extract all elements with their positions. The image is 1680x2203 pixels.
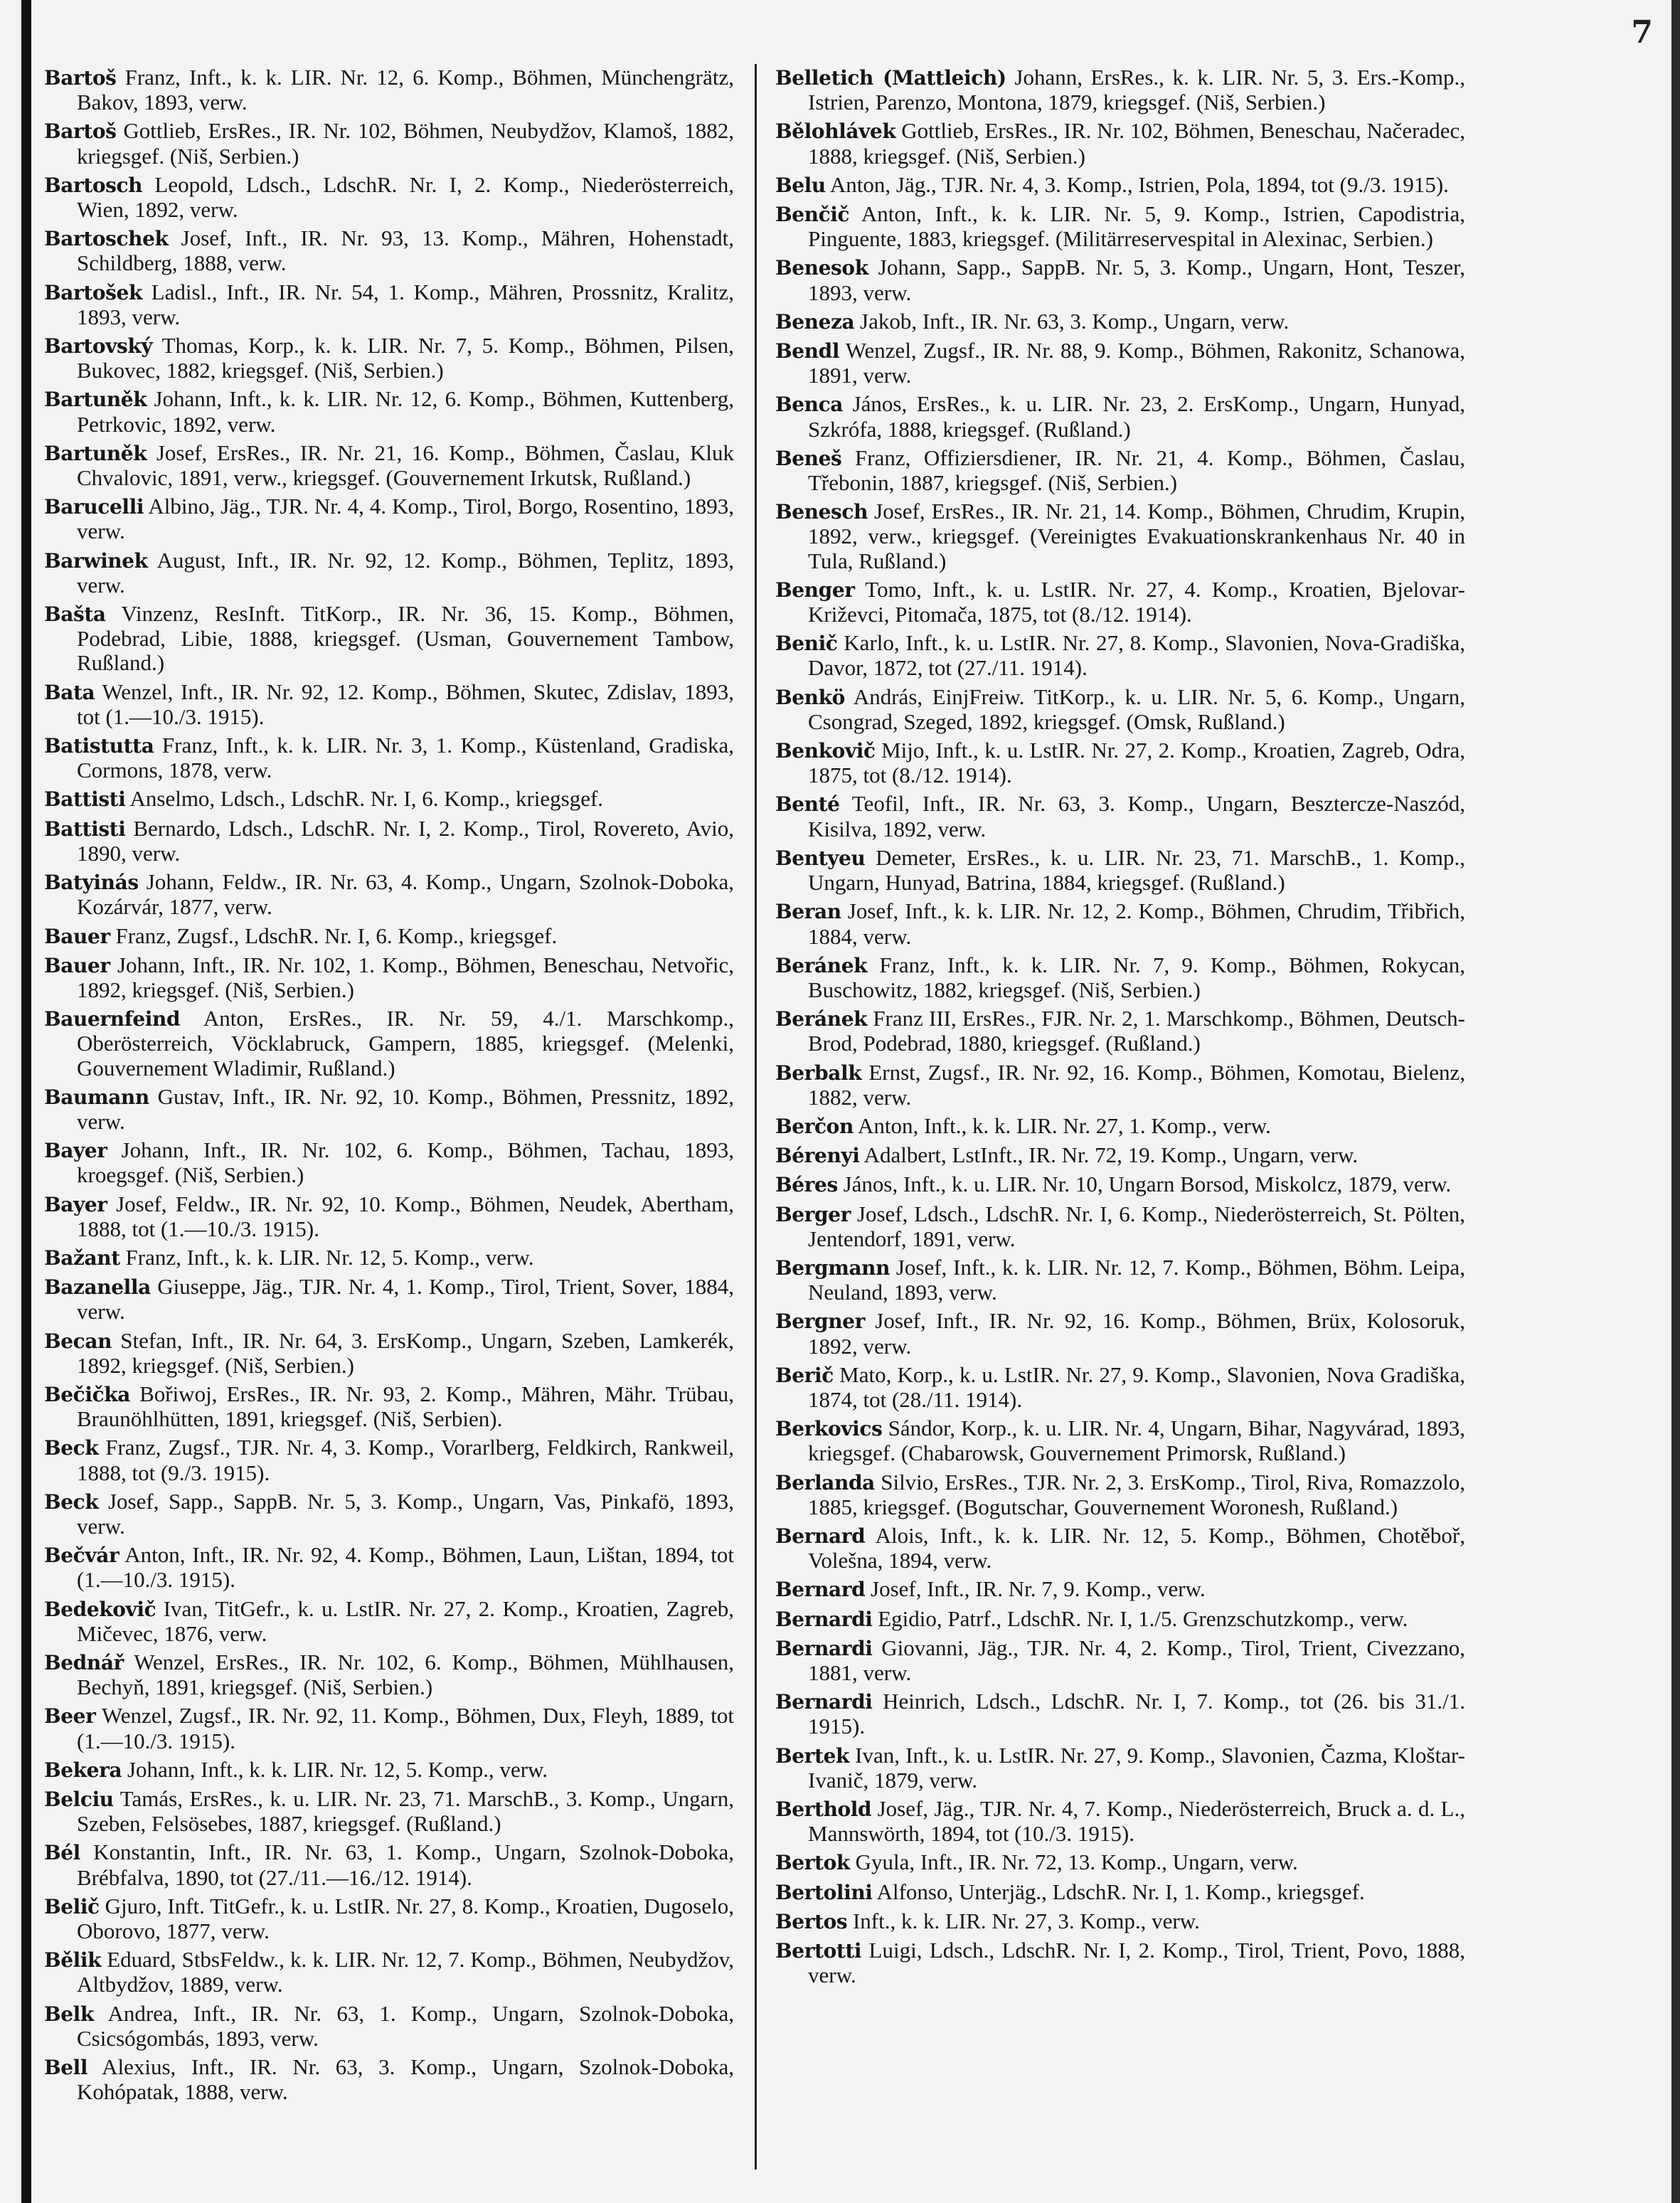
entry-details: Josef, Jäg., TJR. Nr. 4, 7. Komp., Niederösterreich, Bruck a. d. L., Mannswörth, 1894, tot (10./3. 1915). <box>808 1796 1465 1847</box>
entry-surname: Belciu <box>44 1788 114 1811</box>
entry-surname: Becan <box>44 1329 112 1353</box>
entry-details: Franz, Inft., k. k. LIR. Nr. 12, 5. Komp., verw. <box>125 1244 534 1270</box>
list-entry <box>44 1948 734 1997</box>
list-entry <box>44 1192 734 1241</box>
page-number: 7 <box>1631 14 1653 51</box>
list-entry <box>44 173 734 222</box>
list-entry <box>775 339 1465 388</box>
entry-details: Franz, Offiziersdiener, IR. Nr. 21, 4. Komp., Böhmen, Časlau, Třebonin, 1887, kriegsgef. (Niš, Serbien.) <box>808 445 1466 496</box>
scan-left-edge <box>21 0 31 2203</box>
entry-details: Wenzel, Inft., IR. Nr. 92, 12. Komp., Böhmen, Skutec, Zdislav, 1893, tot (1.—10./3. 1915). <box>77 679 734 729</box>
entry-surname: Beck <box>44 1436 99 1460</box>
entry-surname: Bertolini <box>775 1880 873 1904</box>
list-entry <box>44 226 734 275</box>
entry-details: Josef, Inft., IR. Nr. 92, 16. Komp., Böhmen, Brüx, Kolosoruk, 1892, verw. <box>808 1308 1466 1359</box>
entry-surname: Beránek <box>775 953 868 977</box>
entry-surname: Bedekovič <box>44 1597 156 1621</box>
entry-surname: Bauer <box>44 924 110 948</box>
entry-surname: Bartosch <box>44 173 143 197</box>
entry-surname: Berkovics <box>775 1417 883 1441</box>
list-entry <box>775 173 1465 198</box>
entry-details: Teofil, Inft., IR. Nr. 63, 3. Komp., Ungarn, Besztercze-Naszód, Kisilva, 1892, verw. <box>808 791 1465 842</box>
list-entry <box>775 65 1465 115</box>
entry-surname: Bartoš <box>44 66 117 90</box>
list-entry <box>44 870 734 919</box>
entry-surname: Benca <box>775 393 844 417</box>
entry-details: Franz, Zugsf., LdschR. Nr. I, 6. Komp., kriegsgef. <box>115 923 558 948</box>
entry-surname: Bentyeu <box>775 846 866 870</box>
list-entry <box>44 2055 734 2104</box>
list-entry <box>44 733 734 782</box>
list-entry <box>44 1894 734 1943</box>
entry-details: Adalbert, LstInft., IR. Nr. 72, 19. Komp., Ungarn, verw. <box>863 1142 1359 1168</box>
entry-details: Josef, Ldsch., LdschR. Nr. I, 6. Komp., Niederösterreich, St. Pölten, Jentendorf, 1891, verw. <box>808 1201 1465 1251</box>
entry-surname: Bernard <box>775 1578 866 1602</box>
list-entry <box>775 1636 1465 1685</box>
entry-surname: Bartuněk <box>44 388 147 412</box>
entry-surname: Bell <box>44 2056 88 2080</box>
entry-surname: Barwinek <box>44 548 148 573</box>
list-entry <box>44 280 734 329</box>
entry-surname: Batyinás <box>44 871 139 895</box>
list-entry <box>44 1275 734 1324</box>
entry-details: Josef, Inft., IR. Nr. 93, 13. Komp., Mähren, Hohenstadt, Schildberg, 1888, verw. <box>77 225 735 276</box>
list-entry <box>44 924 734 949</box>
entry-surname: Bartošek <box>44 280 142 304</box>
entry-surname: Berthold <box>775 1798 872 1821</box>
entry-surname: Bertok <box>775 1851 850 1875</box>
entry-surname: Bél <box>44 1841 80 1865</box>
entry-details: Anton, Inft., k. k. LIR. Nr. 5, 9. Komp., Istrien, Capodistria, Pinguente, 1883, kriegsgef. (Militärreservespital in Alexinac, Serbien.) <box>808 201 1465 252</box>
entry-details: Bořiwoj, ErsRes., IR. Nr. 93, 2. Komp., Mähren, Mähr. Trübau, Braunöhlhütten, 1891, kriegsgef. (Niš, Serbien). <box>77 1381 734 1432</box>
entry-details: Wenzel, Zugsf., IR. Nr. 92, 11. Komp., Böhmen, Dux, Fleyh, 1889, tot (1.—10./3. 1915). <box>77 1703 734 1753</box>
column-divider <box>755 64 757 2170</box>
entry-surname: Bečička <box>44 1382 130 1406</box>
entry-surname: Benkö <box>775 685 845 709</box>
entry-surname: Beran <box>775 900 841 924</box>
list-entry <box>775 631 1465 680</box>
entry-surname: Bertotti <box>775 1939 862 1963</box>
list-entry <box>775 1416 1465 1465</box>
entry-details: Josef, Inft., k. k. LIR. Nr. 12, 7. Komp., Böhmen, Böhm. Leipa, Neuland, 1893, verw. <box>808 1254 1466 1305</box>
entry-details: Luigi, Ldsch., LdschR. Nr. I, 2. Komp., Tirol, Trient, Povo, 1888, verw. <box>808 1938 1465 1988</box>
entry-surname: Belič <box>44 1894 100 1918</box>
list-entry <box>44 817 734 866</box>
entry-surname: Berger <box>775 1202 851 1226</box>
entry-details: Johann, Feldw., IR. Nr. 63, 4. Komp., Ungarn, Szolnok-Doboka, Kozárvár, 1877, verw. <box>77 869 734 920</box>
entry-details: Inft., k. k. LIR. Nr. 27, 3. Komp., verw. <box>852 1908 1200 1933</box>
entry-surname: Bauer <box>44 953 110 977</box>
entry-details: Giovanni, Jäg., TJR. Nr. 4, 2. Komp., Tirol, Trient, Civezzano, 1881, verw. <box>808 1635 1465 1685</box>
entry-surname: Belletich (Mattleich) <box>775 66 1006 90</box>
entry-surname: Baumann <box>44 1085 149 1109</box>
entry-details: Alexius, Inft., IR. Nr. 63, 3. Komp., Ungarn, Szolnok-Doboka, Kohópatak, 1888, verw. <box>77 2054 734 2105</box>
list-entry <box>44 1597 734 1646</box>
entry-surname: Bernardi <box>775 1607 873 1631</box>
entry-surname: Beránek <box>775 1007 868 1031</box>
entry-surname: Bayer <box>44 1139 107 1163</box>
list-entry <box>775 1061 1465 1110</box>
entry-details: Johann, Inft., IR. Nr. 102, 6. Komp., Böhmen, Tachau, 1893, kroegsgef. (Niš, Serbien.) <box>77 1137 734 1188</box>
entry-details: Egidio, Patrf., LdschR. Nr. I, 1./5. Grenzschutzkomp., verw. <box>878 1605 1408 1631</box>
entry-details: Anton, ErsRes., IR. Nr. 59, 4./1. Marschkomp., Oberösterreich, Vöcklabruck, Gampern, 1885, kriegsgef. (Melenki, Gouvernement Wladimir, Rußland.) <box>77 1006 734 1081</box>
entry-surname: Benté <box>775 792 840 817</box>
list-entry <box>775 1309 1465 1358</box>
entry-surname: Belu <box>775 173 826 197</box>
entry-details: Jakob, Inft., IR. Nr. 63, 3. Komp., Ungarn, verw. <box>860 308 1290 334</box>
entry-details: Tomo, Inft., k. u. LstIR. Nr. 27, 4. Komp., Kroatien, Bjelovar-Križevci, Pitomača, 1875, tot (8./12. 1914). <box>808 576 1465 627</box>
entry-surname: Béres <box>775 1173 838 1197</box>
entry-surname: Bažant <box>44 1246 120 1270</box>
entry-details: Franz, Inft., k. k. LIR. Nr. 3, 1. Komp., Küstenland, Gradiska, Cormons, 1878, verw. <box>77 733 734 783</box>
entry-details: Franz III, ErsRes., FJR. Nr. 2, 1. Marschkomp., Böhmen, Deutsch-Brod, Podebrad, 1880, kriegsgef. (Rußland.) <box>808 1006 1466 1056</box>
entry-surname: Bata <box>44 680 95 704</box>
entry-details: Silvio, ErsRes., TJR. Nr. 2, 3. ErsKomp., Tirol, Riva, Romazzolo, 1885, kriegsgef. (Bogutschar, Gouvernement Woronesh, Rußland.) <box>808 1469 1466 1519</box>
entry-surname: Batistutta <box>44 734 154 758</box>
list-entry <box>44 2002 734 2051</box>
entry-details: Josef, Inft., k. k. LIR. Nr. 12, 2. Komp., Böhmen, Chrudim, Třibřich, 1884, verw. <box>808 898 1466 949</box>
entry-surname: Benger <box>775 578 855 602</box>
entry-details: Ernst, Zugsf., IR. Nr. 92, 16. Komp., Böhmen, Komotau, Bielenz, 1882, verw. <box>808 1059 1465 1110</box>
entry-details: Bernardo, Ldsch., LdschR. Nr. I, 2. Komp., Tirol, Rovereto, Avio, 1890, verw. <box>77 815 734 866</box>
entry-surname: Bartovský <box>44 334 153 359</box>
list-entry <box>44 1435 734 1485</box>
entry-surname: Bernardi <box>775 1690 873 1714</box>
entry-details: Andrea, Inft., IR. Nr. 63, 1. Komp., Ungarn, Szolnok-Doboka, Csicsógombás, 1893, verw. <box>77 2000 734 2051</box>
list-entry <box>775 1114 1465 1139</box>
list-entry <box>775 1202 1465 1251</box>
entry-surname: Bernard <box>775 1524 866 1548</box>
entry-details: Karlo, Inft., k. u. LstIR. Nr. 27, 8. Komp., Slavonien, Nova-Gradiška, Davor, 1872, tot (27./11. 1914). <box>808 630 1465 681</box>
entry-details: Johann, Inft., k. k. LIR. Nr. 12, 6. Komp., Böhmen, Kuttenberg, Petrkovic, 1892, verw. <box>77 386 734 437</box>
entry-details: Johann, ErsRes., k. k. LIR. Nr. 5, 3. Ers.-Komp., Istrien, Parenzo, Montona, 1879, kriegsgef. (Niš, Serbien.) <box>808 65 1466 115</box>
entry-details: Tamás, ErsRes., k. u. LIR. Nr. 23, 71. MarschB., 3. Komp., Ungarn, Szeben, Felsösebes, 1887, kriegsgef. (Rußland.) <box>77 1786 734 1837</box>
list-entry <box>44 441 734 490</box>
list-entry <box>775 1143 1465 1168</box>
entry-details: Johann, Inft., IR. Nr. 102, 1. Komp., Böhmen, Beneschau, Netvořic, 1892, kriegsgef. (Niš, Serbien.) <box>77 952 734 1002</box>
entry-surname: Barucelli <box>44 495 144 519</box>
entry-surname: Bartuněk <box>44 441 147 465</box>
list-entry <box>44 1704 734 1753</box>
list-entry <box>775 578 1465 627</box>
entry-details: Ivan, TitGefr., k. u. LstIR. Nr. 27, 2. Komp., Kroatien, Zagreb, Mičevec, 1876, verw. <box>77 1596 734 1646</box>
list-entry <box>775 1743 1465 1793</box>
entry-details: Konstantin, Inft., IR. Nr. 63, 1. Komp., Ungarn, Szolnok-Doboka, Brébfalva, 1890, tot (27./11.—16./12. 1914). <box>77 1840 734 1890</box>
entry-surname: Bartoš <box>44 120 117 144</box>
entry-details: August, Inft., IR. Nr. 92, 12. Komp., Böhmen, Teplitz, 1893, verw. <box>77 547 734 598</box>
list-entry <box>44 1085 734 1134</box>
list-entry <box>44 1543 734 1592</box>
list-entry <box>775 1797 1465 1846</box>
list-entry <box>775 1850 1465 1875</box>
list-entry <box>775 1524 1465 1573</box>
entry-details: Gottlieb, ErsRes., IR. Nr. 102, Böhmen, Neubydžov, Klamoš, 1882, kriegsgef. (Niš, Serbien.) <box>77 118 734 169</box>
entry-details: Josef, ErsRes., IR. Nr. 21, 16. Komp., Böhmen, Časlau, Kluk Chvalovic, 1891, verw., kriegsgef. (Gouvernement Irkutsk, Rußland.) <box>77 440 734 491</box>
list-entry <box>775 202 1465 251</box>
entry-details: Franz, Zugsf., TJR. Nr. 4, 3. Komp., Vorarlberg, Feldkirch, Rankweil, 1888, tot (9./3. 1915). <box>77 1435 735 1485</box>
list-entry <box>775 1007 1465 1056</box>
list-entry <box>44 119 734 168</box>
list-entry <box>44 1758 734 1783</box>
list-entry <box>775 738 1465 787</box>
entry-surname: Beer <box>44 1704 96 1729</box>
entry-surname: Berbalk <box>775 1061 862 1085</box>
entry-details: János, ErsRes., k. u. LIR. Nr. 23, 2. ErsKomp., Ungarn, Hunyad, Szkrófa, 1888, kriegsgef. (Rußland.) <box>808 391 1465 442</box>
list-entry <box>44 1007 734 1081</box>
list-entry <box>44 602 734 676</box>
entry-surname: Beck <box>44 1490 99 1514</box>
list-entry <box>775 309 1465 334</box>
entry-details: Wenzel, Zugsf., IR. Nr. 88, 9. Komp., Böhmen, Rakonitz, Schanowa, 1891, verw. <box>808 338 1465 388</box>
entry-details: Ivan, Inft., k. u. LstIR. Nr. 27, 9. Komp., Slavonien, Čazma, Kloštar-Ivanič, 1879, verw. <box>808 1742 1466 1793</box>
list-entry <box>44 1382 734 1431</box>
list-entry <box>775 1256 1465 1305</box>
list-entry <box>44 548 734 598</box>
list-entry <box>44 953 734 1002</box>
list-entry <box>775 1880 1465 1905</box>
entry-details: Alfonso, Unterjäg., LdschR. Nr. I, 1. Komp., kriegsgef. <box>876 1879 1365 1904</box>
entry-surname: Bekera <box>44 1758 122 1782</box>
entry-details: Josef, ErsRes., IR. Nr. 21, 14. Komp., Böhmen, Chrudim, Krupin, 1892, verw., kriegsgef. (Vereinigtes Evakuationskrankenhaus Nr. 40 in Tula, Rußland.) <box>808 499 1466 573</box>
entry-details: Johann, Inft., k. k. LIR. Nr. 12, 5. Komp., verw. <box>127 1756 548 1782</box>
entry-details: Demeter, ErsRes., k. u. LIR. Nr. 23, 71. MarschB., 1. Komp., Ungarn, Hunyad, Batrina, 1884, kriegsgef. (Rußland.) <box>808 844 1465 896</box>
entry-surname: Battisti <box>44 787 126 812</box>
entry-surname: Bednář <box>44 1650 124 1674</box>
list-entry <box>775 255 1465 304</box>
entry-details: Albino, Jäg., TJR. Nr. 4, 4. Komp., Tirol, Borgo, Rosentino, 1893, verw. <box>77 494 734 544</box>
entry-details: Josef, Inft., IR. Nr. 7, 9. Komp., verw. <box>871 1576 1206 1602</box>
list-entry <box>44 1650 734 1699</box>
entry-details: Anselmo, Ldsch., LdschR. Nr. I, 6. Komp., kriegsgef. <box>129 786 604 812</box>
entry-details: Eduard, StbsFeldw., k. k. LIR. Nr. 12, 7. Komp., Böhmen, Neubydžov, Altbydžov, 1889, verw. <box>77 1947 734 1997</box>
entry-surname: Bertek <box>775 1743 849 1768</box>
list-entry <box>775 1470 1465 1519</box>
entry-surname: Battisti <box>44 817 126 841</box>
list-entry <box>775 1938 1465 1987</box>
entry-details: Franz, Inft., k. k. LIR. Nr. 12, 6. Komp., Böhmen, Münchengrätz, Bakov, 1893, verw. <box>77 65 734 115</box>
list-entry <box>44 680 734 729</box>
entry-surname: Bernardi <box>775 1636 873 1660</box>
list-entry <box>44 1246 734 1270</box>
entry-details: Josef, Feldw., IR. Nr. 92, 10. Komp., Böhmen, Neudek, Abertham, 1888, tot (1.—10./3. 1915). <box>77 1191 735 1241</box>
list-entry <box>44 1138 734 1187</box>
entry-surname: Bayer <box>44 1192 107 1216</box>
entry-surname: Bělik <box>44 1948 102 1973</box>
entry-details: Heinrich, Ldsch., LdschR. Nr. I, 7. Komp., tot (26. bis 31./1. 1915). <box>808 1689 1465 1739</box>
list-entry <box>775 685 1465 734</box>
entry-details: Anton, Inft., IR. Nr. 92, 4. Komp., Böhmen, Laun, Lištan, 1894, tot (1.—10./3. 1915). <box>77 1542 734 1593</box>
list-entry <box>775 1172 1465 1197</box>
list-entry <box>775 446 1465 495</box>
entry-surname: Bečvár <box>44 1544 119 1568</box>
entry-details: Johann, Sapp., SappB. Nr. 5, 3. Komp., Ungarn, Hont, Teszer, 1893, verw. <box>808 255 1466 305</box>
entry-details: Sándor, Korp., k. u. LIR. Nr. 4, Ungarn, Bihar, Nagyvárad, 1893, kriegsgef. (Chabarowsk, Gouvernement Primorsk, Rußland.) <box>808 1416 1465 1466</box>
list-entry <box>44 1787 734 1836</box>
entry-surname: Bazanella <box>44 1275 151 1300</box>
entry-surname: Bartoschek <box>44 227 169 251</box>
list-entry <box>775 499 1465 573</box>
entry-details: Gjuro, Inft. TitGefr., k. u. LstIR. Nr. 27, 8. Komp., Kroatien, Dugoselo, Oborovo, 1877, verw. <box>77 1893 734 1944</box>
entry-details: Anton, Inft., k. k. LIR. Nr. 27, 1. Komp., verw. <box>857 1113 1271 1138</box>
entry-details: Anton, Jäg., TJR. Nr. 4, 3. Komp., Istrien, Pola, 1894, tot (9./3. 1915). <box>829 171 1449 197</box>
entry-details: Stefan, Inft., IR. Nr. 64, 3. ErsKomp., Ungarn, Szeben, Lamkerék, 1892, kriegsgef. (Niš, Serbien.) <box>77 1327 735 1378</box>
entry-surname: Bérenyi <box>775 1144 860 1168</box>
entry-details: János, Inft., k. u. LIR. Nr. 10, Ungarn Borsod, Miskolcz, 1879, verw. <box>843 1172 1452 1197</box>
scan-right-edge <box>1671 0 1680 2203</box>
entry-surname: Beneza <box>775 309 855 334</box>
list-entry <box>775 792 1465 841</box>
list-entry <box>775 1689 1465 1738</box>
entry-surname: Benesok <box>775 256 868 280</box>
entry-details: Wenzel, ErsRes., IR. Nr. 102, 6. Komp., Böhmen, Mühlhausen, Bechyň, 1891, kriegsgef. (Niš, Serbien.) <box>77 1649 734 1700</box>
entry-details: Gustav, Inft., IR. Nr. 92, 10. Komp., Böhmen, Pressnitz, 1892, verw. <box>77 1083 734 1134</box>
list-entry <box>44 1840 734 1889</box>
entry-surname: Benič <box>775 632 838 656</box>
entry-surname: Berič <box>775 1363 834 1387</box>
list-entry <box>775 846 1465 895</box>
entry-surname: Bendl <box>775 339 840 363</box>
list-entry <box>775 899 1465 948</box>
entry-details: Franz, Inft., k. k. LIR. Nr. 7, 9. Komp., Böhmen, Rokycan, Buschowitz, 1882, kriegsgef. (Niš, Serbien.) <box>808 952 1465 1002</box>
entry-details: Alois, Inft., k. k. LIR. Nr. 12, 5. Komp., Böhmen, Chotěboř, Volešna, 1894, verw. <box>808 1522 1465 1573</box>
list-entry <box>44 334 734 383</box>
list-entry <box>44 494 734 543</box>
list-entry <box>775 1909 1465 1934</box>
entry-details: Thomas, Korp., k. k. LIR. Nr. 7, 5. Komp., Böhmen, Pilsen, Bukovec, 1882, kriegsgef. (Niš, Serbien.) <box>77 333 734 383</box>
list-entry <box>44 65 734 115</box>
entry-surname: Benesch <box>775 500 868 524</box>
entry-details: András, EinjFreiw. TitKorp., k. u. LIR. Nr. 5, 6. Komp., Ungarn, Csongrad, Szeged, 1892, kriegsgef. (Omsk, Rußland.) <box>808 684 1465 734</box>
entry-surname: Beneš <box>775 446 842 470</box>
entry-surname: Bašta <box>44 602 106 627</box>
left-column <box>44 65 734 2108</box>
entry-details: Giuseppe, Jäg., TJR. Nr. 4, 1. Komp., Tirol, Trient, Sover, 1884, verw. <box>77 1274 734 1325</box>
list-entry <box>775 953 1465 1002</box>
list-entry <box>775 1363 1465 1412</box>
entry-details: Gyula, Inft., IR. Nr. 72, 13. Komp., Ungarn, verw. <box>855 1849 1298 1875</box>
list-entry <box>44 1490 734 1539</box>
entry-surname: Belk <box>44 2002 94 2026</box>
entry-details: Mato, Korp., k. u. LstIR. Nr. 27, 9. Komp., Slavonien, Nova Gradiška, 1874, tot (28./11. 1914). <box>808 1361 1466 1412</box>
entry-surname: Benkovič <box>775 739 876 763</box>
entry-details: Vinzenz, ResInft. TitKorp., IR. Nr. 36, 15. Komp., Böhmen, Podebrad, Libie, 1888, kriegsgef. (Usman, Gouvernement Tambow, Rußland.) <box>77 601 734 676</box>
list-entry <box>44 1329 734 1378</box>
list-entry <box>44 387 734 436</box>
right-column <box>775 65 1465 1992</box>
entry-details: Mijo, Inft., k. u. LstIR. Nr. 27, 2. Komp., Kroatien, Zagreb, Odra, 1875, tot (8./12. 1914). <box>808 738 1465 788</box>
entry-surname: Bertos <box>775 1909 848 1933</box>
entry-surname: Bergner <box>775 1310 865 1334</box>
list-entry <box>44 787 734 812</box>
entry-details: Josef, Sapp., SappB. Nr. 5, 3. Komp., Ungarn, Vas, Pinkafö, 1893, verw. <box>77 1488 735 1539</box>
list-entry <box>775 392 1465 441</box>
list-entry <box>775 1607 1465 1632</box>
entry-details: Gottlieb, ErsRes., IR. Nr. 102, Böhmen, Beneschau, Načeradec, 1888, kriegsgef. (Niš, Serbien.) <box>808 118 1466 169</box>
entry-surname: Bergmann <box>775 1256 890 1280</box>
list-entry <box>775 1577 1465 1602</box>
entry-surname: Berlanda <box>775 1470 875 1495</box>
entry-surname: Benčič <box>775 203 850 227</box>
entry-surname: Berčon <box>775 1114 854 1138</box>
entry-details: Leopold, Ldsch., LdschR. Nr. I, 2. Komp., Niederösterreich, Wien, 1892, verw. <box>77 171 734 223</box>
entry-surname: Bělohlávek <box>775 120 896 144</box>
entry-details: Ladisl., Inft., IR. Nr. 54, 1. Komp., Mähren, Prossnitz, Kralitz, 1893, verw. <box>77 279 735 329</box>
entry-surname: Bauernfeind <box>44 1007 181 1031</box>
list-entry <box>775 119 1465 168</box>
